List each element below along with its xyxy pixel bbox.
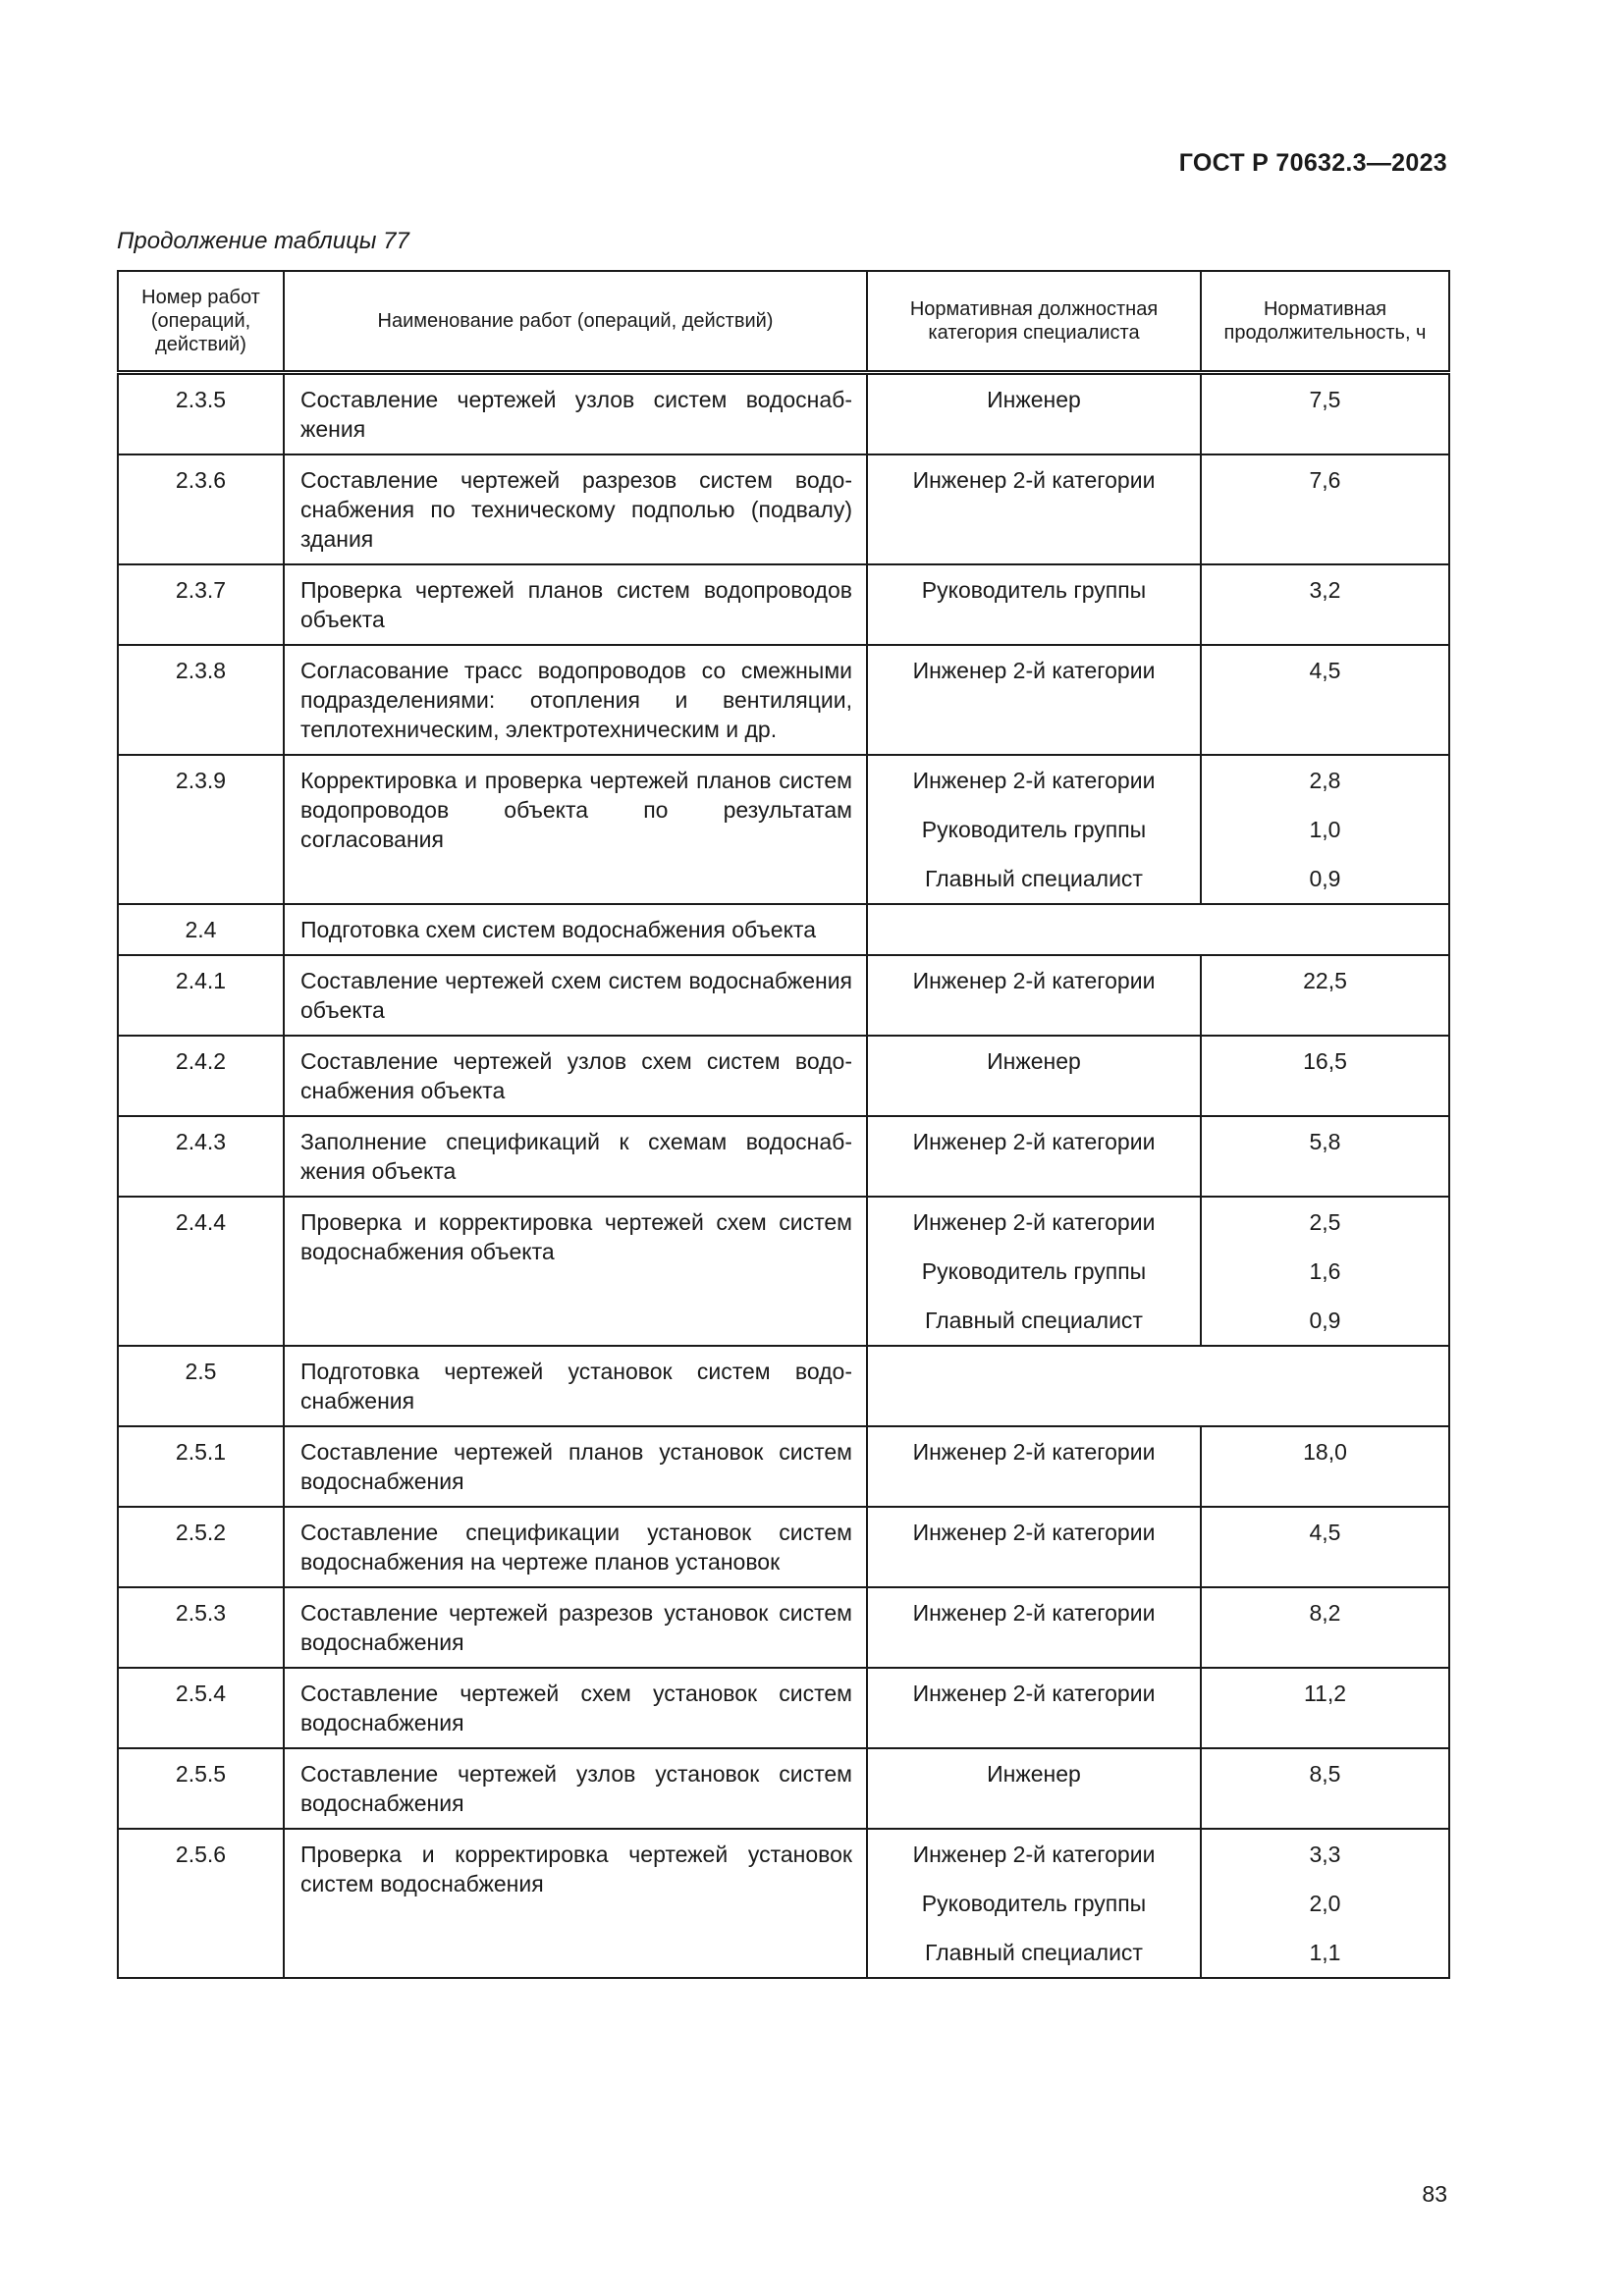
duration-value: 7,6	[1309, 467, 1341, 493]
specialist-category: Руководитель группы	[921, 1891, 1147, 1916]
work-name-cell: Составление спецификации установок систем водоснабжения на чертеже планов установок	[284, 1507, 867, 1587]
specialist-category: Инженер 2-й категории	[912, 968, 1156, 993]
duration-cell	[1201, 1197, 1449, 1346]
table-row	[118, 1587, 1449, 1668]
work-name-cell: Подготовка чертежей установок систем водоснабжения	[284, 1346, 867, 1426]
column-header-number: Номер работ (операций, действий)	[118, 271, 284, 373]
specialist-category: Инженер	[987, 1761, 1081, 1787]
work-name-cell: Проверка и корректировка чертежей установок систем водоснабжения	[284, 1829, 867, 1978]
work-number-cell: 2.5	[118, 1346, 284, 1426]
work-name-cell: Проверка и корректировка чертежей схем систем водоснабжения объекта	[284, 1197, 867, 1346]
column-header-name: Наименование работ (операций, действий)	[284, 271, 867, 373]
work-number-cell: 2.5.6	[118, 1829, 284, 1978]
column-header-category: Нормативная должностная категория специалиста	[867, 271, 1201, 373]
work-number-cell: 2.4.2	[118, 1036, 284, 1116]
work-name-cell: Проверка чертежей планов систем водопроводов объекта	[284, 564, 867, 645]
specialist-category-cell	[867, 1829, 1201, 1978]
specialist-category-cell	[867, 1748, 1201, 1829]
duration-value: 1,1	[1309, 1940, 1341, 1965]
specialist-category-cell	[867, 1116, 1201, 1197]
duration-value: 2,8	[1309, 768, 1341, 793]
table-section-row	[118, 1346, 1449, 1426]
document-id-header: ГОСТ Р 70632.3—2023	[1178, 149, 1447, 177]
work-number-cell: 2.5.3	[118, 1587, 284, 1668]
work-number-cell: 2.4.1	[118, 955, 284, 1036]
column-header-duration: Нормативная продолжительность, ч	[1201, 271, 1449, 373]
duration-value: 3,2	[1309, 577, 1341, 603]
work-name-cell: Подготовка схем систем водоснабжения объекта	[284, 904, 867, 955]
duration-value: 7,5	[1309, 387, 1341, 412]
duration-value: 11,2	[1303, 1681, 1347, 1706]
duration-value: 8,2	[1309, 1600, 1341, 1626]
duration-value: 0,9	[1309, 866, 1341, 891]
specialist-category: Инженер	[987, 387, 1081, 412]
specialist-category-cell	[867, 373, 1201, 455]
specialist-category-cell	[867, 955, 1201, 1036]
duration-cell	[1201, 454, 1449, 564]
duration-value: 0,9	[1309, 1308, 1341, 1333]
duration-value: 16,5	[1303, 1048, 1347, 1074]
table-row	[118, 1116, 1449, 1197]
work-name-cell: Составление чертежей схем установок систем водоснабжения	[284, 1668, 867, 1748]
specialist-category: Инженер 2-й категории	[912, 658, 1156, 683]
specialist-category: Инженер 2-й категории	[912, 467, 1156, 493]
specialist-category-cell	[867, 564, 1201, 645]
table-row	[118, 755, 1449, 904]
specialist-category: Инженер 2-й категории	[912, 1681, 1156, 1706]
specialist-category-cell	[867, 1036, 1201, 1116]
work-name-cell: Составление чертежей узлов систем водоснабжения	[284, 373, 867, 455]
duration-cell	[1201, 645, 1449, 755]
duration-cell	[1201, 955, 1449, 1036]
work-name-cell: Согласование трасс водопроводов со смежными подразделениями: отопления и вентиляции, теплотехническим, электротехническим и др.	[284, 645, 867, 755]
work-number-cell: 2.5.5	[118, 1748, 284, 1829]
specialist-category: Инженер 2-й категории	[912, 1129, 1156, 1154]
duration-cell	[1201, 755, 1449, 904]
duration-value: 18,0	[1303, 1439, 1347, 1465]
duration-cell	[1201, 1829, 1449, 1978]
work-number-cell: 2.3.9	[118, 755, 284, 904]
table-row	[118, 1507, 1449, 1587]
work-number-cell: 2.5.2	[118, 1507, 284, 1587]
work-name-cell: Составление чертежей узлов установок систем водоснабжения	[284, 1748, 867, 1829]
duration-value: 8,5	[1309, 1761, 1341, 1787]
specialist-category: Руководитель группы	[921, 577, 1147, 603]
empty-cell	[867, 904, 1449, 955]
table-row	[118, 955, 1449, 1036]
work-name-cell: Составление чертежей узлов схем систем водоснабжения объекта	[284, 1036, 867, 1116]
table-row	[118, 645, 1449, 755]
specialist-category-cell	[867, 1587, 1201, 1668]
work-number-cell: 2.3.8	[118, 645, 284, 755]
work-number-cell: 2.4.4	[118, 1197, 284, 1346]
specialist-category-cell	[867, 1507, 1201, 1587]
specialist-category-cell	[867, 1426, 1201, 1507]
table-row	[118, 1036, 1449, 1116]
duration-cell	[1201, 1426, 1449, 1507]
duration-value: 1,6	[1309, 1258, 1341, 1284]
specialist-category: Руководитель группы	[921, 817, 1147, 842]
specialist-category: Главный специалист	[925, 866, 1143, 891]
work-name-cell: Корректировка и проверка чертежей планов систем водопроводов объекта по результатам согласования	[284, 755, 867, 904]
duration-cell	[1201, 1116, 1449, 1197]
specialist-category: Инженер	[987, 1048, 1081, 1074]
work-number-cell: 2.4.3	[118, 1116, 284, 1197]
work-name-cell: Составление чертежей разрезов установок систем водоснабжения	[284, 1587, 867, 1668]
table-body	[118, 373, 1449, 1979]
specialist-category-cell	[867, 1668, 1201, 1748]
specialist-category-cell	[867, 755, 1201, 904]
specialist-category: Инженер 2-й категории	[912, 1439, 1156, 1465]
specialist-category-cell	[867, 645, 1201, 755]
work-number-cell: 2.3.6	[118, 454, 284, 564]
table-row	[118, 564, 1449, 645]
norms-table	[117, 270, 1450, 1979]
duration-value: 4,5	[1309, 1520, 1341, 1545]
specialist-category-cell	[867, 454, 1201, 564]
work-number-cell: 2.5.1	[118, 1426, 284, 1507]
duration-value: 22,5	[1303, 968, 1347, 993]
empty-cell	[867, 1346, 1449, 1426]
duration-cell	[1201, 1668, 1449, 1748]
specialist-category-cell	[867, 1197, 1201, 1346]
table-row	[118, 1668, 1449, 1748]
work-number-cell: 2.3.5	[118, 373, 284, 455]
work-number-cell: 2.5.4	[118, 1668, 284, 1748]
specialist-category: Инженер 2-й категории	[912, 1520, 1156, 1545]
specialist-category: Главный специалист	[925, 1308, 1143, 1333]
table-section-row	[118, 904, 1449, 955]
table-row	[118, 1426, 1449, 1507]
specialist-category: Инженер 2-й категории	[912, 1842, 1156, 1867]
specialist-category: Руководитель группы	[921, 1258, 1147, 1284]
duration-cell	[1201, 1587, 1449, 1668]
table-row	[118, 1829, 1449, 1978]
duration-cell	[1201, 373, 1449, 455]
specialist-category: Инженер 2-й категории	[912, 1600, 1156, 1626]
work-name-cell: Заполнение спецификаций к схемам водоснабжения объекта	[284, 1116, 867, 1197]
work-name-cell: Составление чертежей разрезов систем водоснабжения по техническому подполью (подвалу) здания	[284, 454, 867, 564]
table-row	[118, 373, 1449, 455]
work-number-cell: 2.3.7	[118, 564, 284, 645]
duration-value: 2,0	[1309, 1891, 1341, 1916]
table-row	[118, 1748, 1449, 1829]
duration-value: 2,5	[1309, 1209, 1341, 1235]
duration-value: 4,5	[1309, 658, 1341, 683]
page-number: 83	[1422, 2181, 1447, 2207]
work-name-cell: Составление чертежей схем систем водоснабжения объекта	[284, 955, 867, 1036]
table-row	[118, 1197, 1449, 1346]
duration-value: 1,0	[1309, 817, 1341, 842]
specialist-category: Главный специалист	[925, 1940, 1143, 1965]
specialist-category: Инженер 2-й категории	[912, 768, 1156, 793]
work-name-cell: Составление чертежей планов установок систем водоснабжения	[284, 1426, 867, 1507]
specialist-category: Инженер 2-й категории	[912, 1209, 1156, 1235]
table-row	[118, 454, 1449, 564]
duration-cell	[1201, 564, 1449, 645]
duration-value: 5,8	[1309, 1129, 1341, 1154]
table-header-row	[118, 271, 1449, 373]
duration-cell	[1201, 1036, 1449, 1116]
duration-cell	[1201, 1748, 1449, 1829]
work-number-cell: 2.4	[118, 904, 284, 955]
table-caption: Продолжение таблицы 77	[117, 228, 409, 254]
duration-cell	[1201, 1507, 1449, 1587]
duration-value: 3,3	[1309, 1842, 1341, 1867]
